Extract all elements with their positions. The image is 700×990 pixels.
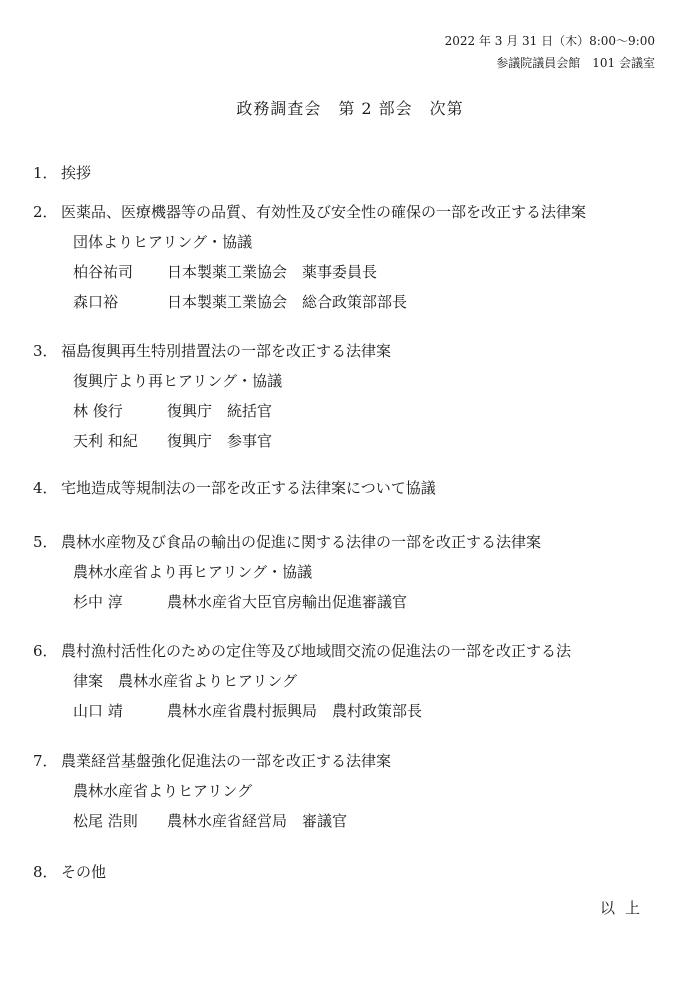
- person-role: 農林水産省経営局 審議官: [167, 812, 348, 830]
- item-number: 3．: [33, 342, 58, 360]
- person-role: 復興庁 参事官: [167, 432, 273, 450]
- agenda-item-6: [33, 636, 571, 726]
- agenda-item-7: [33, 746, 391, 836]
- agenda-item-3: [33, 336, 391, 456]
- item-text: 農林水産物及び食品の輸出の促進に関する法律の一部を改正する法律案: [61, 533, 542, 551]
- item-text: 農村漁村活性化のための定住等及び地域間交流の促進法の一部を改正する法: [61, 642, 572, 660]
- item-number: 8．: [33, 863, 58, 881]
- agenda-item-5: [33, 527, 541, 617]
- item-number: 1．: [33, 164, 58, 182]
- item-text: 挨拶: [61, 164, 92, 182]
- person-row: [33, 426, 391, 456]
- closing-mark: 以上: [599, 899, 650, 917]
- item-text: その他: [61, 863, 107, 881]
- item-number: 4．: [33, 479, 58, 497]
- agenda-item-2: [33, 197, 586, 317]
- person-row: [33, 396, 391, 426]
- agenda-item-4: [33, 473, 436, 503]
- person-name: 山口 靖: [73, 702, 123, 720]
- person-row: [33, 287, 586, 317]
- item-number: 2．: [33, 203, 58, 221]
- item-detail: 農林水産省より再ヒアリング・協議: [73, 563, 313, 581]
- person-role: 日本製薬工業協会 薬事委員長: [167, 263, 378, 281]
- item-number: 7．: [33, 752, 58, 770]
- meeting-venue: 参議院議員会館 101 会議室: [496, 56, 655, 70]
- person-row: [33, 587, 541, 617]
- document-title: 政務調査会 第 2 部会 次第: [236, 99, 464, 118]
- item-number: 5．: [33, 533, 58, 551]
- meeting-datetime: 2022 年 3 月 31 日（木）8:00〜9:00: [444, 34, 655, 48]
- person-role: 日本製薬工業協会 総合政策部部長: [167, 293, 408, 311]
- person-name: 松尾 浩則: [73, 812, 138, 830]
- agenda-item-8: [33, 857, 106, 887]
- agenda-item-1: [33, 158, 91, 188]
- item-text: 宅地造成等規制法の一部を改正する法律案について協議: [61, 479, 436, 497]
- person-name: 林 俊行: [73, 402, 123, 420]
- item-detail: 団体よりヒアリング・協議: [73, 233, 253, 251]
- item-number: 6．: [33, 642, 58, 660]
- meeting-info: [445, 30, 655, 74]
- item-text: 福島復興再生特別措置法の一部を改正する法律案: [61, 342, 392, 360]
- person-name: 柏谷祐司: [73, 263, 134, 281]
- item-text-continued: 律案 農林水産省よりヒアリング: [73, 672, 298, 690]
- person-name: 杉中 淳: [73, 593, 123, 611]
- person-role: 農林水産省大臣官房輸出促進審議官: [167, 593, 408, 611]
- person-role: 復興庁 統括官: [167, 402, 273, 420]
- item-detail: 農林水産省よりヒアリング: [73, 782, 253, 800]
- item-text: 農業経営基盤強化促進法の一部を改正する法律案: [61, 752, 392, 770]
- item-detail: 復興庁より再ヒアリング・協議: [73, 372, 283, 390]
- person-row: [33, 806, 391, 836]
- person-name: 森口裕: [73, 293, 119, 311]
- person-name: 天利 和紀: [73, 432, 138, 450]
- person-row: [33, 257, 586, 287]
- person-row: [33, 696, 571, 726]
- person-role: 農林水産省農村振興局 農村政策部長: [167, 702, 423, 720]
- item-text: 医薬品、医療機器等の品質、有効性及び安全性の確保の一部を改正する法律案: [61, 203, 587, 221]
